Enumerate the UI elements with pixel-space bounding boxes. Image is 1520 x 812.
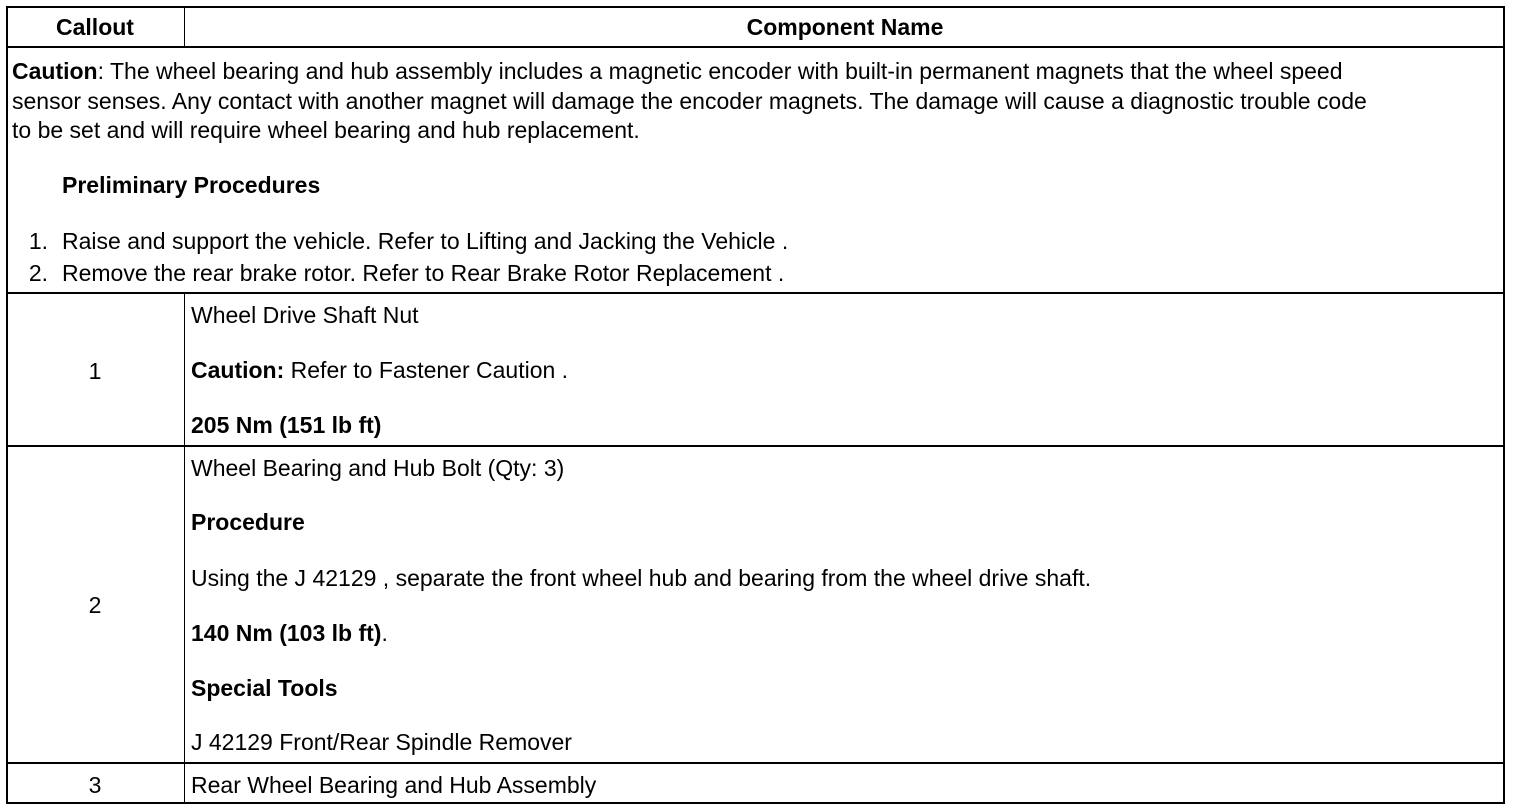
step-text: Remove the rear brake rotor. Refer to Rear Brake Rotor Replacement . <box>62 260 785 286</box>
component-name: Wheel Bearing and Hub Bolt (Qty: 3) <box>191 455 565 481</box>
caution-text: Refer to Fastener Caution . <box>284 357 569 383</box>
callout-number: 3 <box>88 772 102 798</box>
intro-caution-line1 <box>12 57 1343 86</box>
procedure-text: Using the J 42129 , separate the front wheel hub and bearing from the wheel drive shaft. <box>191 565 1092 591</box>
intro-divider <box>6 292 1505 294</box>
row1-divider <box>6 445 1505 447</box>
step-number: 2. <box>28 260 48 286</box>
body-column-divider <box>184 292 185 804</box>
header-divider <box>6 46 1505 48</box>
preliminary-heading: Preliminary Procedures <box>62 172 321 198</box>
step-item <box>12 227 788 256</box>
component-caution <box>191 356 568 385</box>
component-name: Rear Wheel Bearing and Hub Assembly <box>191 772 597 798</box>
special-tools-heading: Special Tools <box>191 675 338 701</box>
special-tools-text: J 42129 Front/Rear Spindle Remover <box>191 729 572 755</box>
procedure-heading: Procedure <box>191 509 305 535</box>
component-name: Wheel Drive Shaft Nut <box>191 302 419 328</box>
header-callout: Callout <box>56 14 134 40</box>
row2-divider <box>6 762 1505 764</box>
header-component-name: Component Name <box>746 14 944 40</box>
step-item <box>12 259 784 288</box>
intro-caution-line2: sensor senses. Any contact with another magnet will damage the encoder magnets. The damage will cause a diagnostic trouble code <box>12 88 1367 114</box>
torque-suffix: . <box>381 620 388 646</box>
caution-text: : The wheel bearing and hub assembly includes a magnetic encoder with built-in permanent magnets that the wheel speed <box>97 58 1343 84</box>
callout-number: 2 <box>88 592 102 618</box>
torque-spec: 140 Nm (103 lb ft) <box>191 620 382 646</box>
step-number: 1. <box>28 228 48 254</box>
torque-spec-line <box>191 619 388 648</box>
torque-spec: 205 Nm (151 lb ft) <box>191 412 382 438</box>
caution-label: Caution: <box>191 357 285 383</box>
caution-label: Caution <box>12 58 98 84</box>
intro-caution-line3: to be set and will require wheel bearing and hub replacement. <box>12 117 640 143</box>
step-text: Raise and support the vehicle. Refer to Lifting and Jacking the Vehicle . <box>62 228 789 254</box>
callout-number: 1 <box>88 358 102 384</box>
